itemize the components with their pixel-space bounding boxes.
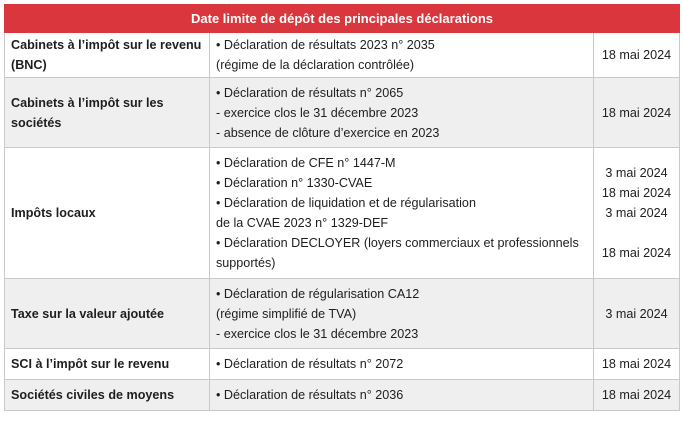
category-cell: Impôts locaux [5,148,210,279]
detail-line: • Déclaration DECLOYER (loyers commerciaux et professionnels supportés) [216,236,579,270]
category-cell: Sociétés civiles de moyens [5,380,210,411]
date-cell [594,380,680,411]
details-cell [210,380,594,411]
details-cell [210,78,594,148]
date-line: 18 mai 2024 [601,246,672,260]
detail-line: • Déclaration de régularisation CA12 [216,286,420,301]
detail-line: • Déclaration de CFE n° 1447-M [216,156,396,170]
category-cell: Cabinets à l’impôt sur le revenu (BNC) [5,33,210,78]
date-line: 18 mai 2024 [601,357,672,371]
detail-line: • Déclaration de résultats n° 2072 [216,357,404,371]
table-row [5,33,680,78]
detail-line: • Déclaration de résultats n° 2036 [216,388,404,402]
table-header-row [5,5,680,33]
details-cell [210,33,594,78]
date-cell [594,148,680,279]
detail-line: (régime de la déclaration contrôlée) [216,58,415,72]
table-title: Date limite de dépôt des principales déclarations [5,5,680,33]
detail-line: de la CVAE 2023 n° 1329-DEF [216,216,389,230]
detail-line: • Déclaration de résultats n° 2065 [216,85,404,100]
table-row [5,279,680,349]
category-cell: Taxe sur la valeur ajoutée [5,279,210,349]
date-line: 18 mai 2024 [601,186,672,200]
date-cell [594,349,680,380]
details-cell [210,148,594,279]
detail-line: - exercice clos le 31 décembre 2023 [216,326,419,341]
deadlines-table-container [4,4,679,411]
detail-line: • Déclaration de résultats 2023 n° 2035 [216,38,435,52]
date-line: 3 mai 2024 [605,166,668,180]
date-line: 18 mai 2024 [601,48,672,62]
date-spacer [600,223,673,243]
category-cell: SCI à l’impôt sur le revenu [5,349,210,380]
date-cell [594,78,680,148]
date-cell [594,279,680,349]
category-cell: Cabinets à l’impôt sur les sociétés [5,78,210,148]
detail-line: • Déclaration de liquidation et de régularisation [216,196,476,210]
details-cell [210,279,594,349]
date-line: 3 mai 2024 [605,306,668,321]
table-row [5,78,680,148]
date-line: 18 mai 2024 [601,388,672,402]
date-cell [594,33,680,78]
detail-line: - absence de clôture d’exercice en 2023 [216,125,440,140]
table-row [5,380,680,411]
table-row [5,148,680,279]
deadlines-table [4,4,680,411]
date-line: 3 mai 2024 [605,206,668,220]
details-cell [210,349,594,380]
detail-line: • Déclaration n° 1330-CVAE [216,176,373,190]
date-line: 18 mai 2024 [601,105,672,120]
detail-line: (régime simplifié de TVA) [216,306,357,321]
detail-line: - exercice clos le 31 décembre 2023 [216,105,419,120]
table-row [5,349,680,380]
